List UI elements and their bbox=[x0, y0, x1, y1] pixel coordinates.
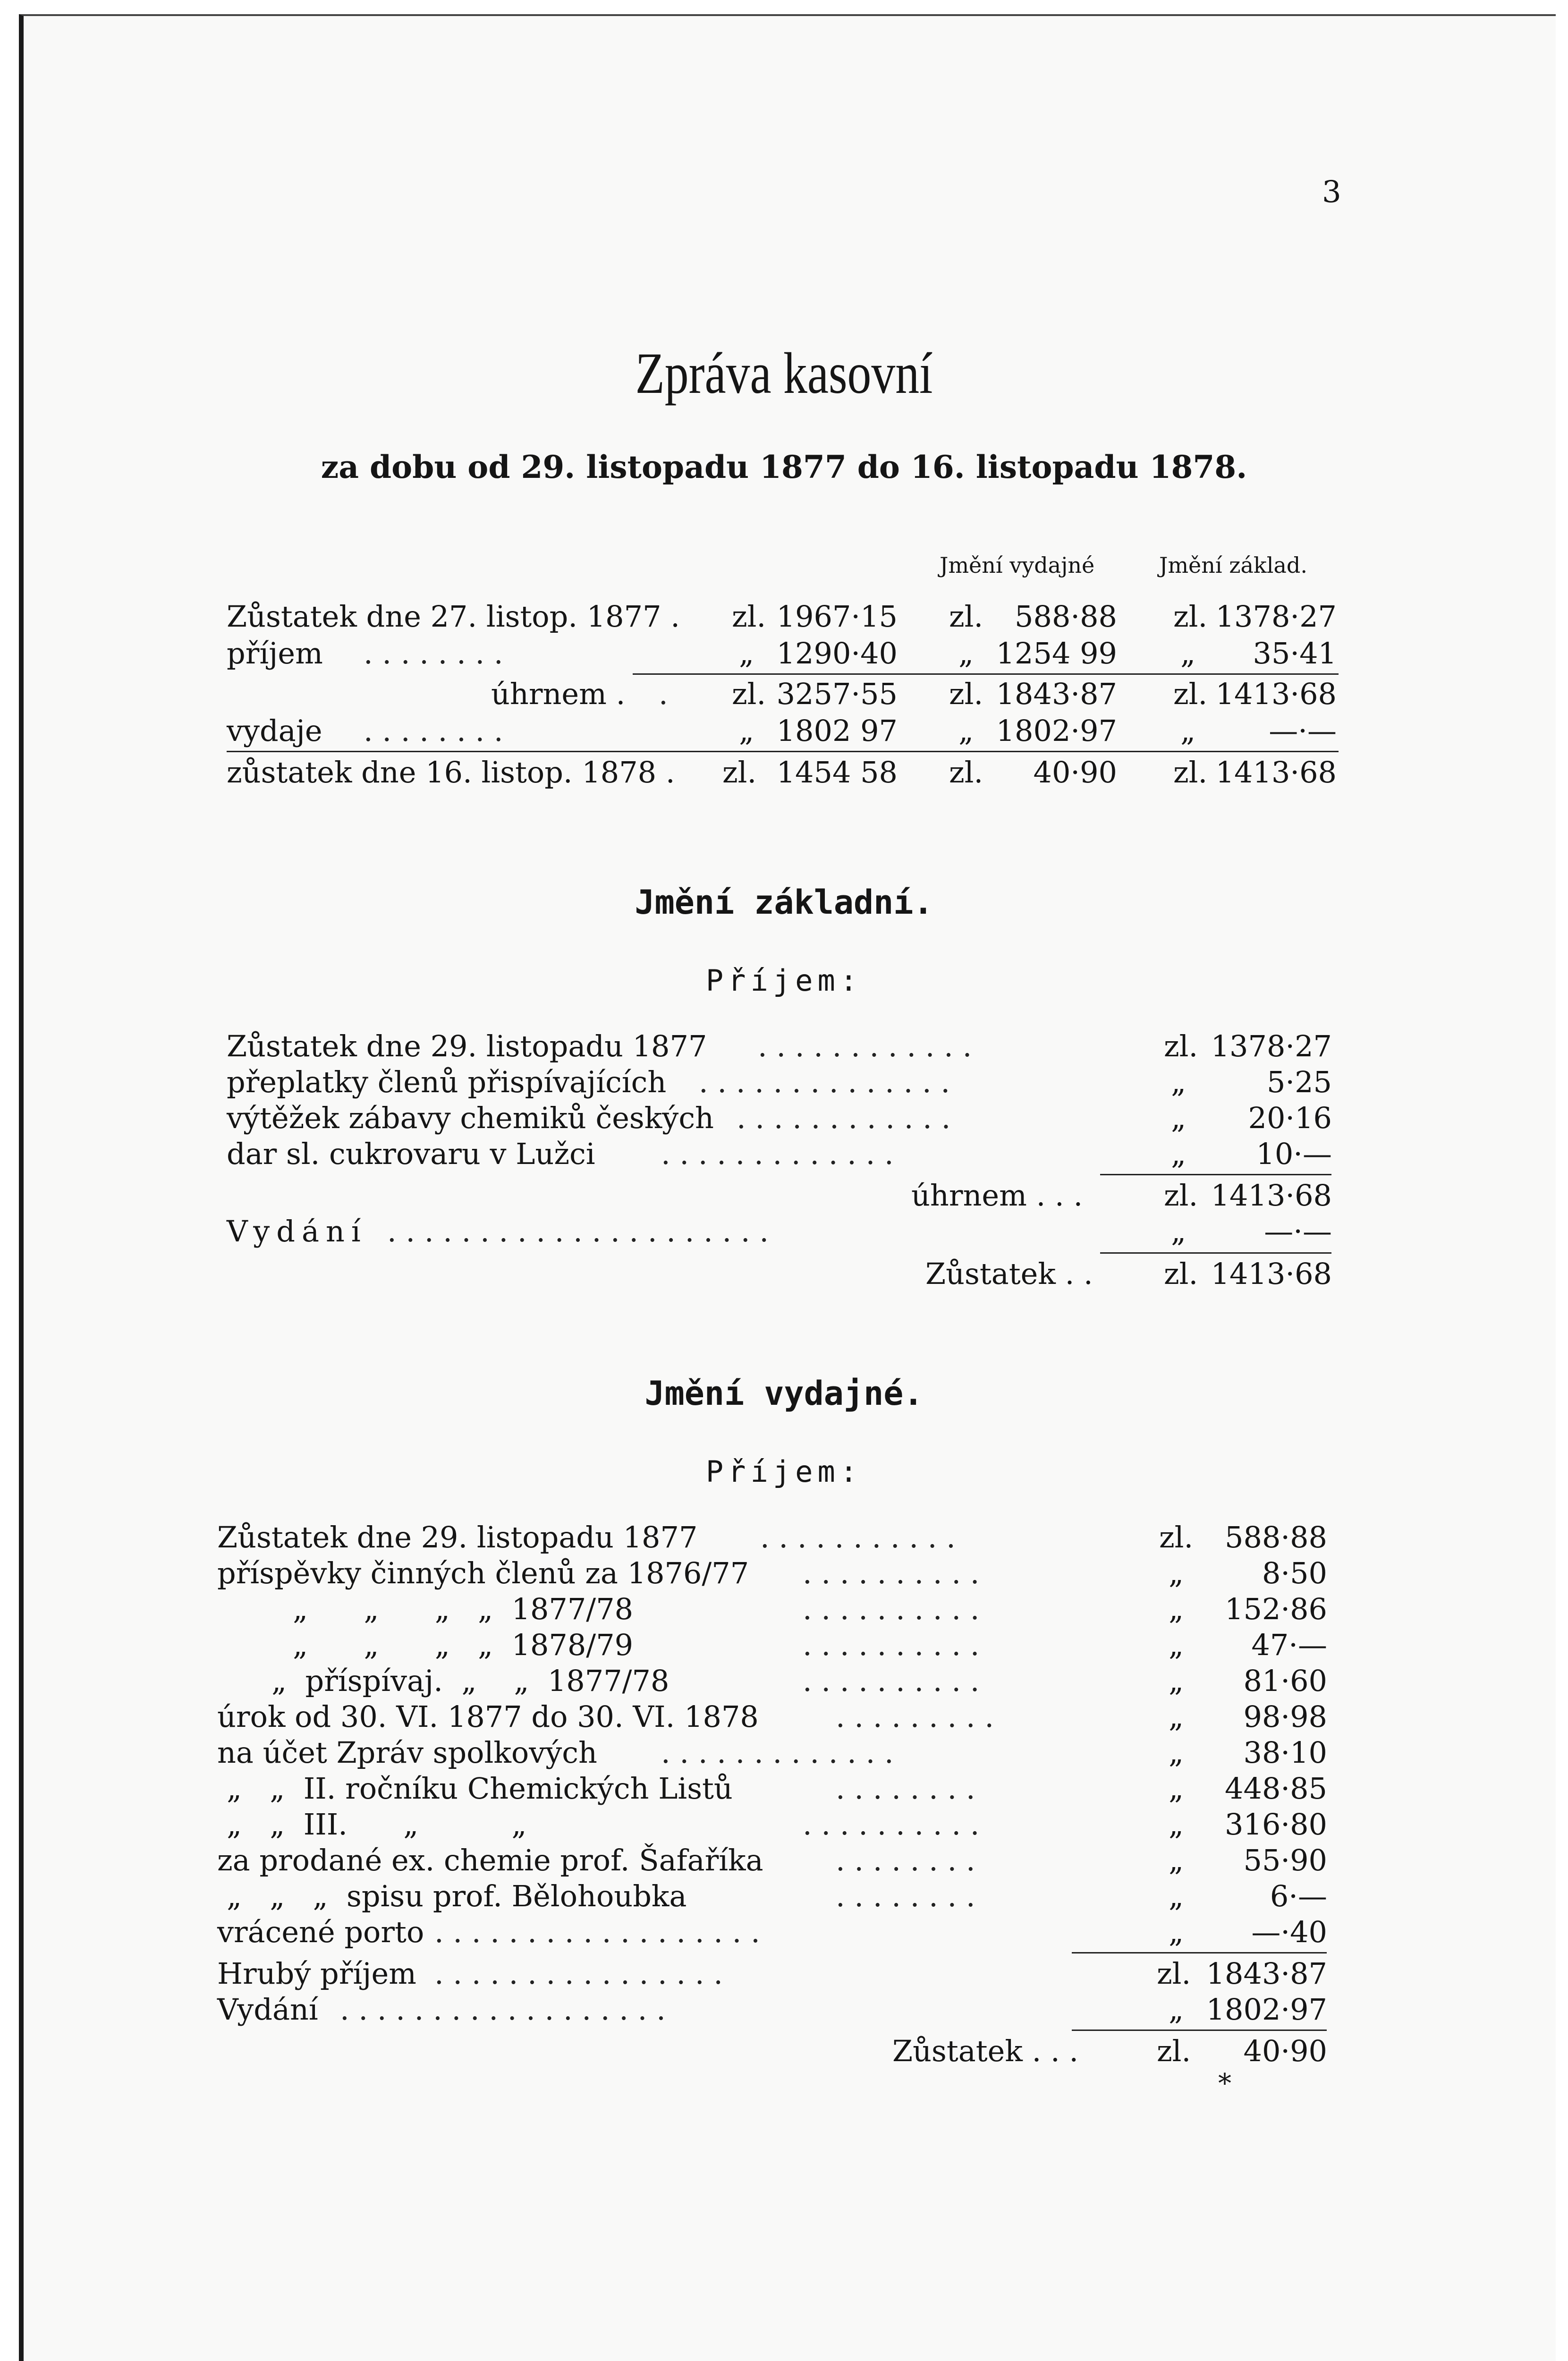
leader-dots: . . . . . . . . . . bbox=[803, 1807, 980, 1842]
row-label: „ „ „ spisu prof. Bělohoubka bbox=[227, 1879, 687, 1913]
amount: —·40 bbox=[1251, 1915, 1327, 1949]
leader-dots: . . . . . . . . . . . . bbox=[737, 1101, 951, 1135]
table-row bbox=[0, 1627, 1568, 1663]
row-label: „ příspívaj. „ „ 1877/78 bbox=[271, 1664, 670, 1698]
row-label: „ „ „ „ 1877/78 bbox=[293, 1592, 634, 1626]
amount: 35·41 bbox=[1253, 636, 1337, 671]
currency: zl. bbox=[1159, 1520, 1194, 1554]
leader-dots: . . . . . . . . . . . . . bbox=[661, 1137, 894, 1171]
leader-dots: . . . . . . . . bbox=[364, 636, 503, 671]
amount: 1843·87 bbox=[1206, 1956, 1327, 1991]
currency: „ bbox=[739, 713, 754, 748]
row-label: za prodané ex. chemie prof. Šafaříka bbox=[217, 1843, 763, 1877]
balance-row bbox=[0, 2033, 1568, 2069]
currency: zl. bbox=[949, 677, 983, 711]
currency: zl. bbox=[1173, 599, 1208, 634]
currency: „ bbox=[1169, 1592, 1184, 1626]
amount: 10·— bbox=[1256, 1137, 1332, 1171]
row-label: dar sl. cukrovaru v Lužci bbox=[227, 1137, 595, 1171]
row-label: přeplatky členů přispívajících bbox=[227, 1065, 667, 1099]
divider bbox=[1072, 1952, 1327, 1953]
currency: zl. bbox=[1157, 1956, 1191, 1991]
amount: 1413·68 bbox=[1211, 1178, 1332, 1213]
amount: 1413·68 bbox=[1215, 755, 1337, 790]
table-row bbox=[0, 676, 1568, 712]
currency: zl. bbox=[1173, 677, 1208, 711]
gross-row bbox=[0, 1956, 1568, 1992]
amount: 1802·97 bbox=[996, 713, 1117, 748]
page-number: 3 bbox=[1322, 175, 1341, 210]
amount: 55·90 bbox=[1243, 1843, 1327, 1877]
expense-label: Vydání bbox=[227, 1214, 367, 1248]
currency: zl. bbox=[1164, 1178, 1198, 1213]
currency: zl. bbox=[1157, 2034, 1191, 2068]
row-label: zůstatek dne 16. listop. 1878 . bbox=[227, 755, 675, 790]
expense-label: Vydání bbox=[217, 1992, 318, 2027]
row-label: vrácené porto bbox=[217, 1915, 424, 1949]
leader-dots: . . . . . . . . . . bbox=[803, 1628, 980, 1662]
total-label: úhrnem . . . bbox=[911, 1178, 1083, 1213]
amount: 588·88 bbox=[1225, 1520, 1327, 1554]
expense-row bbox=[0, 1992, 1568, 2028]
leader-dots: . . . . . . . . . . . . . . . . . . . . . bbox=[387, 1214, 769, 1248]
amount: 1290·40 bbox=[776, 636, 898, 671]
divider bbox=[633, 673, 1339, 675]
leader-dots: . . . . . . . . bbox=[836, 1843, 975, 1877]
leader-dots: . . . . . . . . . . . . . . . . . . bbox=[434, 1915, 760, 1949]
amount: 152·86 bbox=[1225, 1592, 1327, 1626]
currency: „ bbox=[1180, 713, 1196, 748]
leader-dots: . . . . . . . . bbox=[836, 1771, 975, 1806]
leader-dots: . . . . . . . . . . . . . . . . . . bbox=[340, 1992, 666, 2027]
table-row bbox=[0, 636, 1568, 671]
leader-dots: . . . . . . . . . . . . . bbox=[661, 1735, 894, 1770]
income-label: Příjem: bbox=[705, 1454, 863, 1489]
leader-dots: . . . . . . . . . . . . bbox=[758, 1029, 972, 1063]
currency: „ bbox=[1169, 1664, 1184, 1698]
table-row bbox=[0, 713, 1568, 749]
leader-dots: . . . . . . . . . bbox=[836, 1699, 994, 1734]
amount: 1967·15 bbox=[776, 599, 898, 634]
currency: „ bbox=[739, 636, 754, 671]
amount: 1802·97 bbox=[1206, 1992, 1327, 2027]
currency: zl. bbox=[722, 755, 757, 790]
currency: „ bbox=[1169, 1992, 1184, 2027]
table-row bbox=[0, 1591, 1568, 1627]
column-header-zakladni: Jmění základ. bbox=[1159, 552, 1307, 578]
column-header-vydajne: Jmění vydajné bbox=[940, 552, 1095, 578]
amount: 1843·87 bbox=[996, 677, 1117, 711]
table-row bbox=[0, 1735, 1568, 1771]
leader-dots: . bbox=[659, 677, 668, 711]
table-row bbox=[0, 1555, 1568, 1591]
amount: 5·25 bbox=[1266, 1065, 1332, 1099]
amount: 1378·27 bbox=[1211, 1029, 1332, 1063]
table-row bbox=[0, 1100, 1568, 1136]
table-row bbox=[0, 1028, 1568, 1064]
row-label: výtěžek zábavy chemiků českých bbox=[227, 1101, 714, 1135]
gross-label: Hrubý příjem bbox=[217, 1956, 416, 1991]
amount: 81·60 bbox=[1243, 1664, 1327, 1698]
leader-dots: . . . . . . . . . . . bbox=[760, 1520, 956, 1554]
amount: 8·50 bbox=[1262, 1556, 1327, 1590]
leader-dots: . . . . . . . . bbox=[836, 1879, 975, 1913]
currency: „ bbox=[1169, 1771, 1184, 1806]
balance-label: Zůstatek . . bbox=[925, 1257, 1093, 1291]
row-label: „ „ II. ročníku Chemických Listů bbox=[227, 1771, 733, 1806]
amount: 1254 99 bbox=[996, 636, 1117, 671]
row-label: „ „ „ „ 1878/79 bbox=[293, 1628, 634, 1662]
amount: 98·98 bbox=[1243, 1699, 1327, 1734]
total-row bbox=[0, 1178, 1568, 1214]
divider bbox=[227, 751, 1339, 752]
currency: „ bbox=[958, 713, 974, 748]
row-label: na účet Zpráv spolkových bbox=[217, 1735, 597, 1770]
leader-dots: . . . . . . . . . . . . . . bbox=[699, 1065, 950, 1099]
expense-row bbox=[0, 1214, 1568, 1249]
row-label: vydaje bbox=[227, 713, 322, 748]
amount: 1802 97 bbox=[776, 713, 898, 748]
amount: 1413·68 bbox=[1211, 1257, 1332, 1291]
currency: „ bbox=[1169, 1556, 1184, 1590]
currency: zl. bbox=[732, 677, 766, 711]
currency: zl. bbox=[732, 599, 766, 634]
page-subtitle: za dobu od 29. listopadu 1877 do 16. listopadu 1878. bbox=[321, 449, 1247, 485]
balance-row bbox=[0, 1256, 1568, 1292]
amount: 6·— bbox=[1270, 1879, 1327, 1913]
table-row bbox=[0, 1520, 1568, 1555]
row-label: úrok od 30. VI. 1877 do 30. VI. 1878 bbox=[217, 1699, 759, 1734]
amount: 1378·27 bbox=[1215, 599, 1337, 634]
divider bbox=[1072, 2030, 1327, 2031]
currency: zl. bbox=[1173, 755, 1208, 790]
currency: „ bbox=[1169, 1807, 1184, 1842]
table-row bbox=[0, 1699, 1568, 1735]
currency: „ bbox=[1171, 1101, 1187, 1135]
table-row bbox=[0, 599, 1568, 635]
amount: 47·— bbox=[1251, 1628, 1327, 1662]
currency: „ bbox=[1169, 1843, 1184, 1877]
row-label: Zůstatek dne 29. listopadu 1877 bbox=[217, 1520, 698, 1554]
currency: „ bbox=[958, 636, 974, 671]
leader-dots: . . . . . . . . . . bbox=[803, 1664, 980, 1698]
amount: 40·90 bbox=[1243, 2034, 1327, 2068]
row-label: příspěvky činných členů za 1876/77 bbox=[217, 1556, 749, 1590]
table-row bbox=[0, 1136, 1568, 1172]
divider bbox=[1100, 1174, 1331, 1175]
amount: 40·90 bbox=[1033, 755, 1117, 790]
table-row bbox=[0, 1771, 1568, 1807]
currency: zl. bbox=[949, 599, 983, 634]
leader-dots: . . . . . . . . bbox=[364, 713, 503, 748]
table-row bbox=[0, 1807, 1568, 1843]
section-heading-zakladni: Jmění základní. bbox=[635, 883, 933, 922]
currency: zl. bbox=[1164, 1029, 1198, 1063]
leader-dots: . . . . . . . . . . bbox=[803, 1592, 980, 1626]
table-row bbox=[0, 1878, 1568, 1914]
currency: „ bbox=[1171, 1065, 1187, 1099]
footer-asterisk: * bbox=[1218, 2068, 1231, 2099]
amount: 448·85 bbox=[1225, 1771, 1327, 1806]
currency: „ bbox=[1171, 1214, 1187, 1248]
amount: —·— bbox=[1269, 713, 1337, 748]
row-label: Zůstatek dne 29. listopadu 1877 bbox=[227, 1029, 707, 1063]
currency: „ bbox=[1169, 1915, 1184, 1949]
leader-dots: . . . . . . . . . . bbox=[803, 1556, 980, 1590]
table-row bbox=[0, 755, 1568, 790]
balance-label: Zůstatek . . . bbox=[892, 2034, 1079, 2068]
currency: „ bbox=[1169, 1628, 1184, 1662]
amount: 1413·68 bbox=[1215, 677, 1337, 711]
amount: 316·80 bbox=[1225, 1807, 1327, 1842]
currency: „ bbox=[1180, 636, 1196, 671]
row-label: Zůstatek dne 27. listop. 1877 . bbox=[227, 599, 680, 634]
leader-dots: . . . . . . . . . . . . . . . . bbox=[434, 1956, 723, 1991]
page-title: Zpráva kasovní bbox=[635, 341, 933, 406]
currency: „ bbox=[1171, 1137, 1187, 1171]
row-label: „ „ III. „ „ bbox=[227, 1807, 527, 1842]
currency: „ bbox=[1169, 1735, 1184, 1770]
amount: 3257·55 bbox=[776, 677, 898, 711]
row-label: úhrnem . bbox=[491, 677, 626, 711]
table-row bbox=[0, 1843, 1568, 1878]
divider bbox=[1100, 1252, 1331, 1254]
amount: 588·88 bbox=[1015, 599, 1117, 634]
table-row bbox=[0, 1663, 1568, 1699]
table-row bbox=[0, 1914, 1568, 1950]
amount: —·— bbox=[1264, 1214, 1332, 1248]
row-label: příjem bbox=[227, 636, 323, 671]
currency: „ bbox=[1169, 1699, 1184, 1734]
income-label: Příjem: bbox=[705, 963, 863, 998]
section-heading-vydajne: Jmění vydajné. bbox=[644, 1374, 924, 1413]
currency: zl. bbox=[949, 755, 983, 790]
table-row bbox=[0, 1064, 1568, 1100]
currency: „ bbox=[1169, 1879, 1184, 1913]
amount: 20·16 bbox=[1248, 1101, 1332, 1135]
amount: 38·10 bbox=[1243, 1735, 1327, 1770]
amount: 1454 58 bbox=[776, 755, 898, 790]
currency: zl. bbox=[1164, 1257, 1198, 1291]
